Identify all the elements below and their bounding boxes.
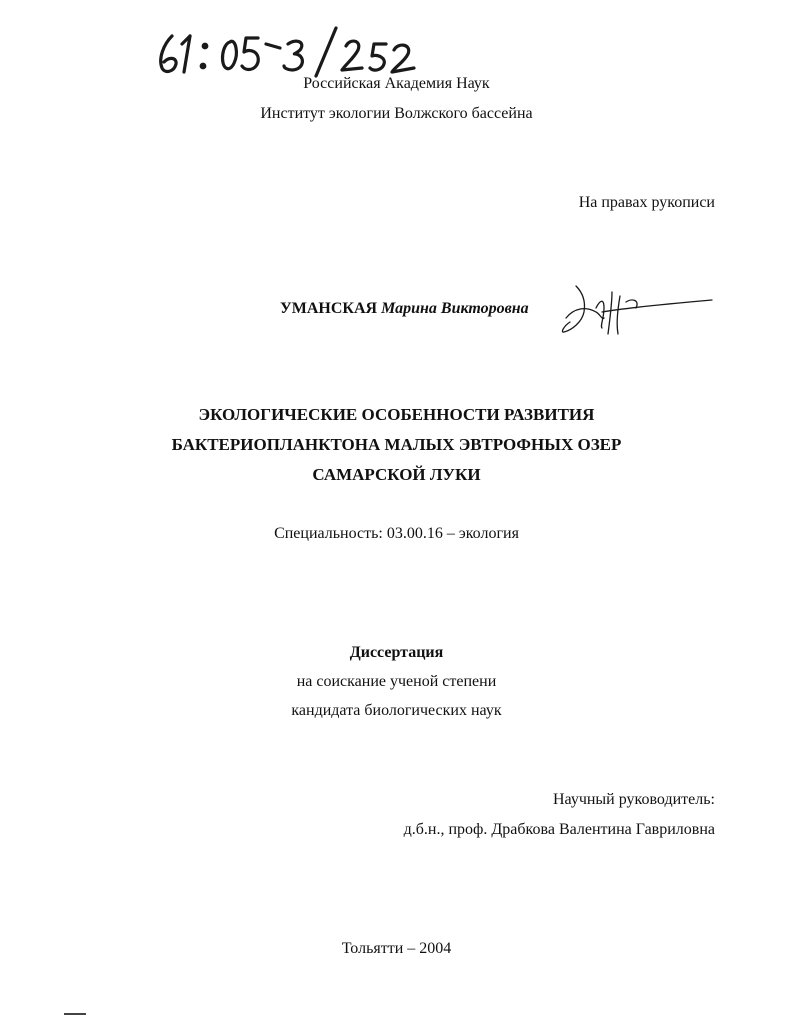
manuscript-note: На правах рукописи [578,194,715,211]
dissertation-degree-line-1: на соискание ученой степени [296,673,497,690]
scan-mark [64,1013,86,1015]
dissertation-heading: Диссертация [349,644,444,661]
author-signature [556,278,716,348]
supervisor-name: д.б.н., проф. Драбкова Валентина Гавриловна [403,821,715,838]
author-given-names: Марина Викторовна [381,300,529,317]
signature-drawing [556,278,716,348]
title-line-1: ЭКОЛОГИЧЕСКИЕ ОСОБЕННОСТИ РАЗВИТИЯ [198,405,595,424]
title-line-3: САМАРСКОЙ ЛУКИ [312,465,481,484]
dissertation-degree-line-2: кандидата биологических наук [291,702,502,719]
author-name [280,299,529,319]
institute-name: Институт экологии Волжского бассейна [260,105,533,122]
author-surname: УМАНСКАЯ [280,300,378,317]
title-line-2: БАКТЕРИОПЛАНКТОНА МАЛЫХ ЭВТРОФНЫХ ОЗЕР [171,435,622,454]
specialty: Специальность: 03.00.16 – экология [274,525,519,542]
supervisor-label: Научный руководитель: [552,791,715,808]
organization-name: Российская Академия Наук [303,75,490,92]
place-and-year: Тольятти – 2004 [341,940,452,957]
